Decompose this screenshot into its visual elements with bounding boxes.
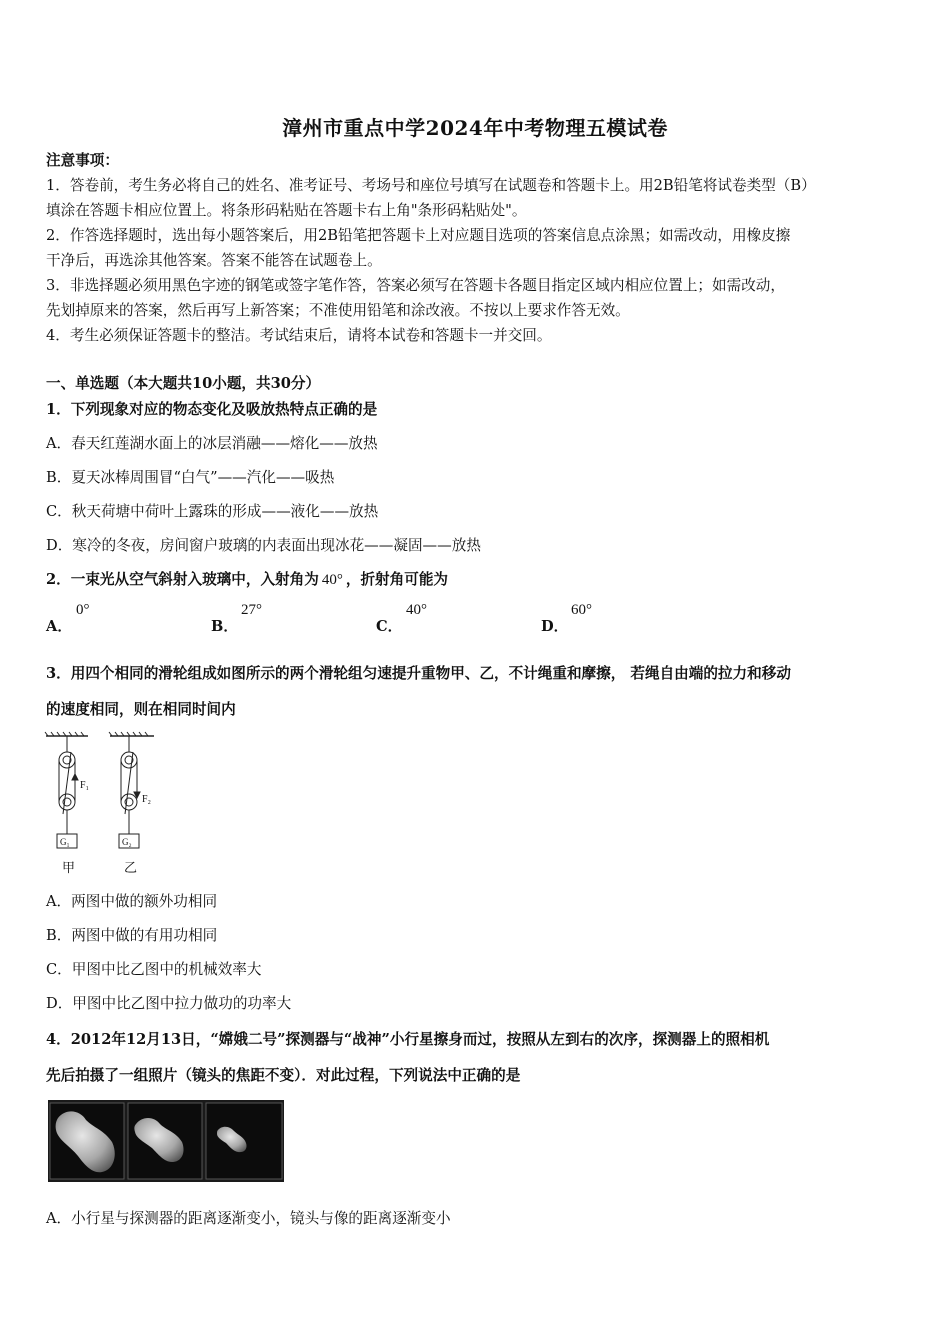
- figure-label-left: 甲: [62, 861, 76, 876]
- question-3-stem-line1: 3．用四个相同的滑轮组成如图所示的两个滑轮组匀速提升重物甲、乙，不计绳重和摩擦， 若绳自由端的拉力和移动: [46, 665, 791, 682]
- notice-line: 填涂在答题卡相应位置上。将条形码粘贴在答题卡右上角"条形码粘贴处"。: [46, 202, 527, 219]
- notice-line: 3．非选择题必须用黑色字迹的钢笔或签字笔作答，答案必须写在答题卡各题目指定区域内相应位置上；如需改动，: [46, 277, 785, 294]
- question-1-option-d: D．寒冷的冬夜，房间窗户玻璃的内表面出现冰花——凝固——放热: [46, 537, 481, 554]
- question-1-option-a: A．春天红莲湖水面上的冰层消融——熔化——放热: [46, 435, 378, 452]
- option-value: 40°: [406, 602, 427, 618]
- option-letter: A．: [46, 618, 72, 635]
- question-2-stem-suffix: ，折射角可能为: [345, 571, 449, 588]
- option-value: 60°: [571, 602, 592, 618]
- question-3-option-b: B．两图中做的有用功相同: [46, 927, 218, 944]
- force-label-f1: F₁: [80, 780, 90, 791]
- question-3-option-a: A．两图中做的额外功相同: [46, 893, 218, 910]
- asteroid-photo-strip: [48, 1100, 284, 1182]
- notice-line: 2．作答选择题时，选出每小题答案后，用2B铅笔把答题卡上对应题目选项的答案信息点涂黑；如需改动，用橡皮擦: [46, 227, 791, 244]
- option-value: 27°: [241, 602, 262, 618]
- question-4-stem-line1: 4．2012年12月13日，“嫦娥二号”探测器与“战神”小行星擦身而过，按照从左到右的次序，探测器上的照相机: [46, 1031, 770, 1048]
- section-heading: 一、单选题（本大题共10小题，共30分）: [46, 375, 321, 392]
- option-letter: D．: [541, 618, 569, 635]
- photo-frame-2: [128, 1103, 202, 1179]
- question-3-stem-line2: 的速度相同，则在相同时间内: [46, 701, 236, 718]
- question-4-stem-line2: 先后拍摄了一组照片（镜头的焦距不变）．对此过程，下列说法中正确的是: [46, 1067, 521, 1084]
- photo-frame-3: [206, 1103, 282, 1179]
- question-2-angle: 40°: [321, 572, 343, 588]
- figure-label-right: 乙: [124, 861, 138, 876]
- question-4-option-a: A．小行星与探测器的距离逐渐变小，镜头与像的距离逐渐变小: [46, 1210, 451, 1227]
- option-letter: C．: [376, 618, 403, 635]
- weight-label-g1: G₁: [60, 837, 70, 847]
- pulley-diagram: [44, 730, 164, 880]
- question-2-stem: [46, 570, 448, 590]
- notice-line: 4．考生必须保证答题卡的整洁。考试结束后，请将本试卷和答题卡一并交回。: [46, 327, 552, 344]
- question-1-stem: 1．下列现象对应的物态变化及吸放热特点正确的是: [46, 401, 378, 418]
- question-3-option-d: D．甲图中比乙图中拉力做功的功率大: [46, 995, 292, 1012]
- question-2-options: [46, 598, 746, 638]
- question-2-stem-prefix: 2．一束光从空气斜射入玻璃中，入射角为: [46, 571, 319, 588]
- question-3-option-c: C．甲图中比乙图中的机械效率大: [46, 961, 262, 978]
- question-1-option-c: C．秋天荷塘中荷叶上露珠的形成——液化——放热: [46, 503, 379, 520]
- option-value: 0°: [76, 602, 90, 618]
- notice-line: 干净后，再选涂其他答案。答案不能答在试题卷上。: [46, 252, 382, 269]
- force-label-f2: F₂: [142, 794, 152, 805]
- page-title: 漳州市重点中学2024年中考物理五模试卷: [282, 116, 668, 140]
- weight-label-g2: G₂: [122, 837, 132, 847]
- question-1-option-b: B．夏天冰棒周围冒“白气”——汽化——吸热: [46, 469, 335, 486]
- option-letter: B．: [211, 618, 238, 635]
- notice-line: 1．答卷前，考生务必将自己的姓名、准考证号、考场号和座位号填写在试题卷和答题卡上。用2B铅笔将试卷类型（B）: [46, 177, 816, 194]
- notice-line: 先划掉原来的答案，然后再写上新答案；不准使用铅笔和涂改液。不按以上要求作答无效。: [46, 302, 630, 319]
- notice-heading: 注意事项：: [46, 152, 119, 169]
- photo-frame-1: [50, 1103, 124, 1179]
